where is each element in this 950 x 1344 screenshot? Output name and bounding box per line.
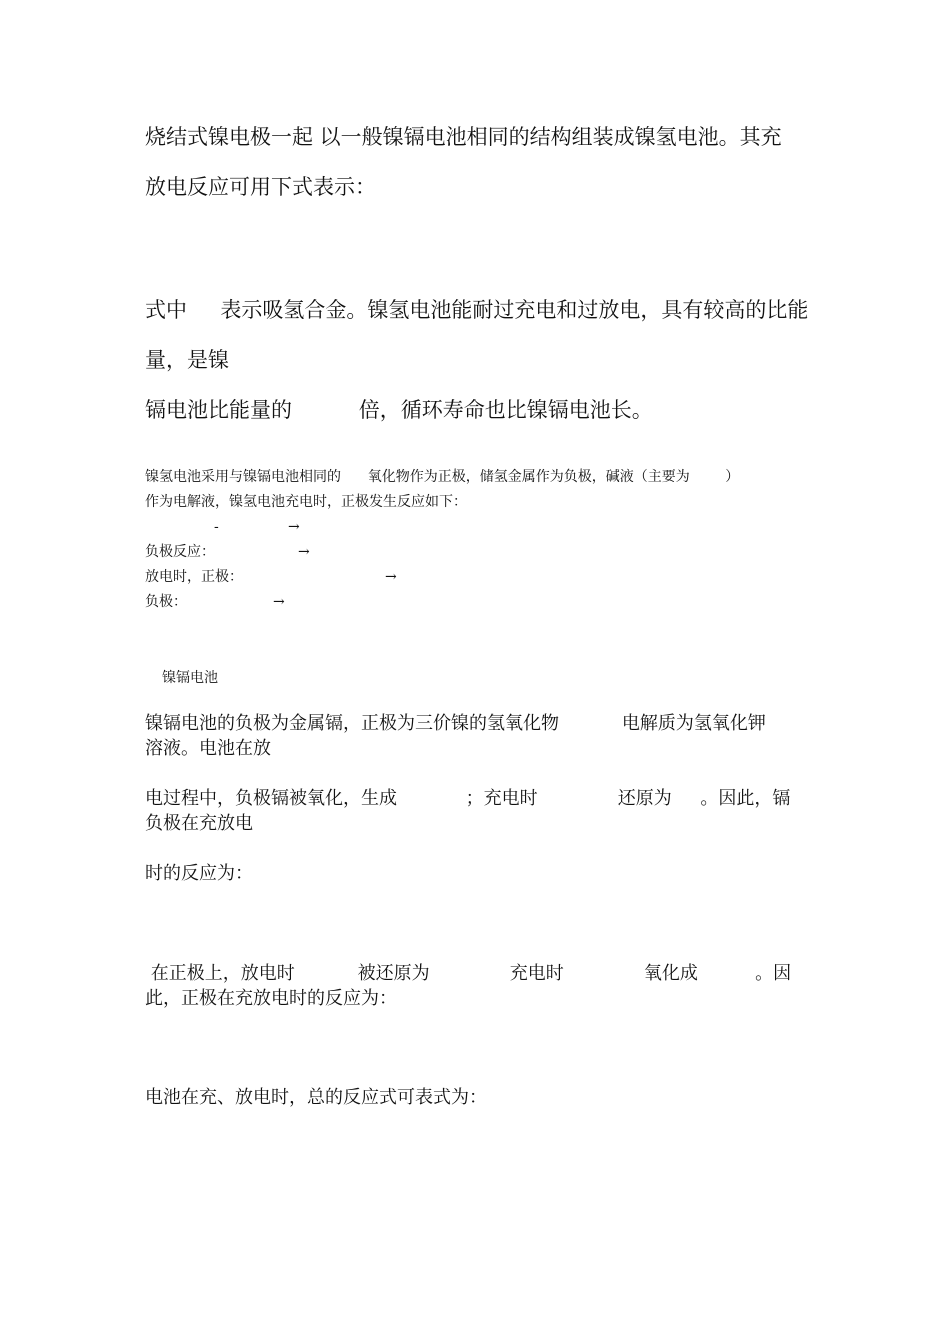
- paragraph-line: 放电反应可用下式表示：: [145, 175, 376, 199]
- equation-arrow: →: [385, 569, 397, 585]
- paragraph-line: 时的反应为：: [145, 863, 253, 884]
- equation-label: 放电时，正极：: [145, 569, 243, 585]
- paragraph-line: 镉电池比能量的 倍，循环寿命也比镍镉电池长。: [145, 398, 653, 422]
- equation-arrow: →: [273, 594, 285, 610]
- equation-label: 负极反应：: [145, 544, 215, 560]
- paragraph-line: 烧结式镍电极一起 以一般镍镉电池相同的结构组装成镍氢电池。其充: [145, 125, 782, 149]
- paragraph-line: 电池在充、放电时，总的反应式可表式为：: [145, 1087, 487, 1108]
- equation-arrow: →: [298, 544, 310, 560]
- paragraph-line: 镍镉电池的负极为金属镉，正极为三价镍的氢氧化物 电解质为氢氧化钾: [145, 713, 766, 734]
- paragraph-line: 在正极上，放电时 被还原为 充电时 氧化成 。因: [145, 963, 792, 984]
- paragraph-line: 量，是镍: [145, 348, 229, 372]
- paragraph-line: 溶液。电池在放: [145, 738, 271, 759]
- section-heading: 镍镉电池: [162, 670, 218, 686]
- paragraph-line: 电过程中，负极镉被氧化，生成 ；充电时 还原为 。因此，镉: [145, 788, 791, 809]
- paragraph-line: 镍氢电池采用与镍镉电池相同的 氧化物作为正极，储氢金属作为负极，碱液（主要为 ）: [145, 469, 740, 485]
- paragraph-line: 作为电解液，镍氢电池充电时，正极发生反应如下：: [145, 494, 467, 510]
- equation-label: 负极：: [145, 594, 187, 610]
- paragraph-line: 式中 表示吸氢合金。镍氢电池能耐过充电和过放电，具有较高的比能: [145, 298, 809, 322]
- equation-minus: -: [214, 519, 219, 535]
- paragraph-line: 负极在充放电: [145, 813, 253, 834]
- paragraph-line: 此，正极在充放电时的反应为：: [145, 988, 397, 1009]
- equation-arrow: →: [288, 519, 300, 535]
